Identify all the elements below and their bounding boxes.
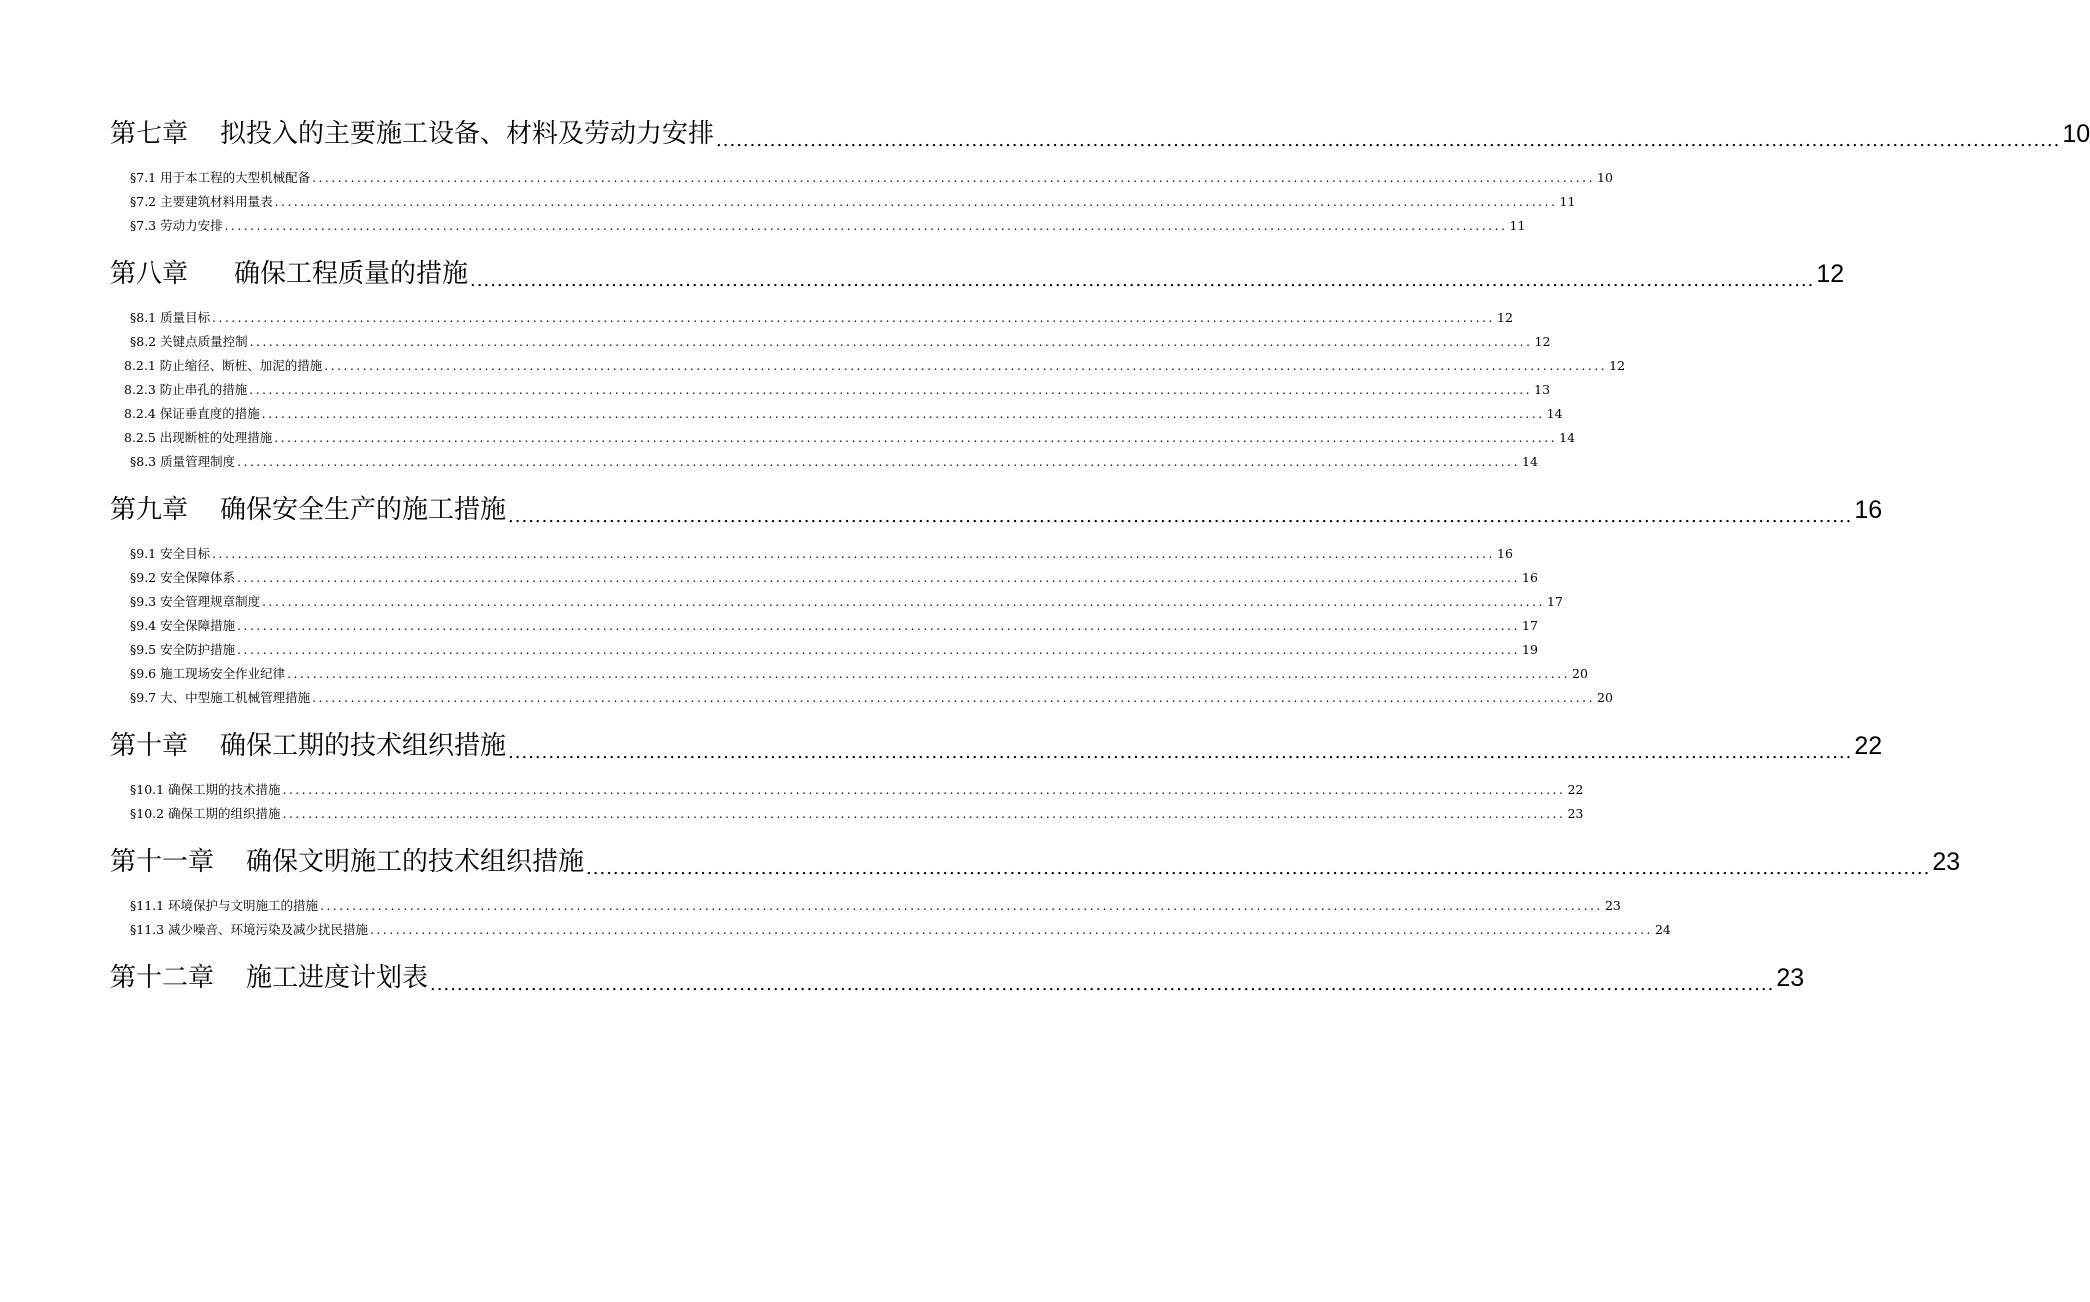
section-page-number: 12: [1609, 358, 1626, 373]
section-page-number: 14: [1522, 454, 1538, 469]
chapter-page-number: 23: [1932, 848, 1961, 876]
section-entry[interactable]: [110, 778, 1584, 802]
section-entry[interactable]: [110, 662, 1588, 686]
dot-leader: ........................................................................................................................................................................................................: [237, 571, 1520, 585]
chapter-entry[interactable]: [110, 724, 1883, 768]
dot-leader: ........................................................................................................................................................................................................: [324, 359, 1608, 373]
chapter-number: 第十一章: [110, 847, 215, 877]
section-label: §7.2 主要建筑材料用量表: [130, 194, 273, 209]
chapter-entry[interactable]: [110, 840, 1961, 884]
chapter-heading: [110, 724, 506, 768]
section-entry[interactable]: [110, 802, 1584, 826]
chapter-entry[interactable]: [110, 252, 1845, 296]
dot-leader: ........................................................................................................................................................................................................: [282, 783, 1566, 797]
section-page-number: 17: [1522, 618, 1538, 633]
chapter-page-number: 10: [2062, 120, 2090, 148]
section-entry[interactable]: [110, 638, 1538, 662]
dot-leader: ........................................................................................................................................................................................................: [237, 455, 1520, 469]
section-page-number: 20: [1597, 690, 1613, 705]
section-entry[interactable]: [110, 426, 1576, 450]
dot-leader: ........................................................................................................................................................................................................: [508, 742, 1853, 763]
dot-leader: ........................................................................................................................................................................................................: [224, 219, 1508, 233]
chapter-12-block: [110, 956, 1805, 1000]
chapter-page-number: 23: [1776, 964, 1805, 992]
chapter-title: 确保文明施工的技术组织措施: [246, 847, 585, 877]
dot-leader: ........................................................................................................................................................................................................: [262, 595, 1545, 609]
section-entry[interactable]: [110, 542, 1513, 566]
section-label: §11.3 减少噪音、环境污染及减少扰民措施: [130, 922, 369, 937]
chapter-entry[interactable]: [110, 956, 1805, 1000]
section-entry[interactable]: [110, 166, 1613, 190]
chapter-heading: [110, 488, 506, 532]
chapter-number: 第十二章: [110, 963, 215, 993]
section-page-number: 16: [1497, 546, 1513, 561]
section-page-number: 23: [1604, 898, 1621, 913]
chapter-title: 拟投入的主要施工设备、材料及劳动力安排: [220, 119, 715, 149]
chapter-title: 确保工程质量的措施: [234, 259, 469, 289]
chapter-title: 施工进度计划表: [246, 963, 429, 993]
section-label: §8.3 质量管理制度: [130, 454, 236, 469]
section-entry[interactable]: [110, 614, 1538, 638]
section-label: §10.2 确保工期的组织措施: [130, 806, 281, 821]
dot-leader: ........................................................................................................................................................................................................: [212, 311, 1495, 325]
chapter-page-number: 22: [1854, 732, 1883, 760]
dot-leader: ........................................................................................................................................................................................................: [508, 506, 1853, 527]
dot-leader: ........................................................................................................................................................................................................: [249, 335, 1533, 349]
dot-leader: ........................................................................................................................................................................................................: [716, 130, 2061, 151]
section-label: §9.4 安全保障措施: [130, 618, 236, 633]
section-page-number: 10: [1597, 170, 1613, 185]
chapter-page-number: 16: [1854, 496, 1883, 524]
section-page-number: 11: [1559, 194, 1576, 209]
dot-leader: ........................................................................................................................................................................................................: [237, 643, 1520, 657]
dot-leader: ........................................................................................................................................................................................................: [312, 171, 1595, 185]
chapter-entry[interactable]: [110, 112, 2090, 156]
dot-leader: ........................................................................................................................................................................................................: [312, 691, 1595, 705]
section-label: §8.1 质量目标: [130, 310, 211, 325]
section-label: §9.2 安全保障体系: [130, 570, 236, 585]
section-entry[interactable]: [110, 402, 1563, 426]
section-entry[interactable]: [110, 214, 1526, 238]
chapter-number: 第九章: [110, 495, 189, 525]
section-page-number: 24: [1654, 922, 1671, 937]
section-entry[interactable]: [110, 330, 1551, 354]
section-label: 8.2.3 防止串孔的措施: [124, 382, 248, 397]
section-entry[interactable]: [110, 686, 1613, 710]
section-page-number: 23: [1567, 806, 1584, 821]
chapter-heading: [110, 252, 468, 296]
section-label: 8.2.4 保证垂直度的措施: [124, 406, 260, 421]
chapter-8-block: [110, 252, 1845, 474]
dot-leader: ........................................................................................................................................................................................................: [320, 899, 1603, 913]
section-page-number: 14: [1559, 430, 1576, 445]
section-page-number: 14: [1546, 406, 1563, 421]
section-page-number: 20: [1572, 666, 1588, 681]
section-page-number: 19: [1522, 642, 1538, 657]
section-entry[interactable]: [110, 190, 1576, 214]
section-label: §9.7 大、中型施工机械管理措施: [130, 690, 311, 705]
chapter-heading: [110, 112, 714, 156]
section-page-number: 12: [1497, 310, 1513, 325]
section-page-number: 13: [1534, 382, 1551, 397]
chapter-title: 确保工期的技术组织措施: [220, 731, 507, 761]
section-label: §9.1 安全目标: [130, 546, 211, 561]
dot-leader: ........................................................................................................................................................................................................: [370, 923, 1653, 937]
dot-leader: ........................................................................................................................................................................................................: [586, 858, 1931, 879]
section-label: 8.2.5 出现断桩的处理措施: [124, 430, 273, 445]
chapter-11-block: [110, 840, 1961, 942]
section-label: §7.3 劳动力安排: [130, 218, 223, 233]
table-of-contents: [110, 112, 2090, 1010]
chapter-number: 第十章: [110, 731, 189, 761]
section-label: 8.2.1 防止缩径、断桩、加泥的措施: [124, 358, 323, 373]
section-label: §10.1 确保工期的技术措施: [130, 782, 281, 797]
dot-leader: ........................................................................................................................................................................................................: [274, 195, 1558, 209]
section-label: §8.2 关键点质量控制: [130, 334, 248, 349]
section-label: §7.1 用于本工程的大型机械配备: [130, 170, 311, 185]
section-label: §9.5 安全防护措施: [130, 642, 236, 657]
section-entry[interactable]: [110, 378, 1551, 402]
dot-leader: ........................................................................................................................................................................................................: [430, 974, 1775, 995]
section-label: §11.1 环境保护与文明施工的措施: [130, 898, 319, 913]
chapter-title: 确保安全生产的施工措施: [220, 495, 507, 525]
dot-leader: ........................................................................................................................................................................................................: [282, 807, 1566, 821]
section-label: §9.3 安全管理规章制度: [130, 594, 261, 609]
section-entry[interactable]: [110, 354, 1626, 378]
chapter-entry[interactable]: [110, 488, 1883, 532]
section-page-number: 16: [1522, 570, 1538, 585]
chapter-number: 第八章: [110, 259, 189, 289]
chapter-7-block: [110, 112, 2090, 238]
section-label: §9.6 施工现场安全作业纪律: [130, 666, 286, 681]
dot-leader: ........................................................................................................................................................................................................: [470, 270, 1815, 291]
section-entry[interactable]: [110, 590, 1563, 614]
dot-leader: ........................................................................................................................................................................................................: [287, 667, 1570, 681]
dot-leader: ........................................................................................................................................................................................................: [237, 619, 1520, 633]
dot-leader: ........................................................................................................................................................................................................: [274, 431, 1558, 445]
chapter-heading: [110, 840, 584, 884]
chapter-10-block: [110, 724, 1883, 826]
chapter-heading: [110, 956, 428, 1000]
section-entry[interactable]: [110, 450, 1538, 474]
chapter-number: 第七章: [110, 119, 189, 149]
section-page-number: 12: [1534, 334, 1551, 349]
chapter-9-block: [110, 488, 1883, 710]
dot-leader: ........................................................................................................................................................................................................: [261, 407, 1545, 421]
section-entry[interactable]: [110, 566, 1538, 590]
section-page-number: 11: [1509, 218, 1526, 233]
chapter-page-number: 12: [1816, 260, 1845, 288]
dot-leader: ........................................................................................................................................................................................................: [249, 383, 1533, 397]
section-entry[interactable]: [110, 918, 1671, 942]
section-entry[interactable]: [110, 306, 1513, 330]
dot-leader: ........................................................................................................................................................................................................: [212, 547, 1495, 561]
section-page-number: 17: [1547, 594, 1563, 609]
section-entry[interactable]: [110, 894, 1621, 918]
section-page-number: 22: [1567, 782, 1584, 797]
